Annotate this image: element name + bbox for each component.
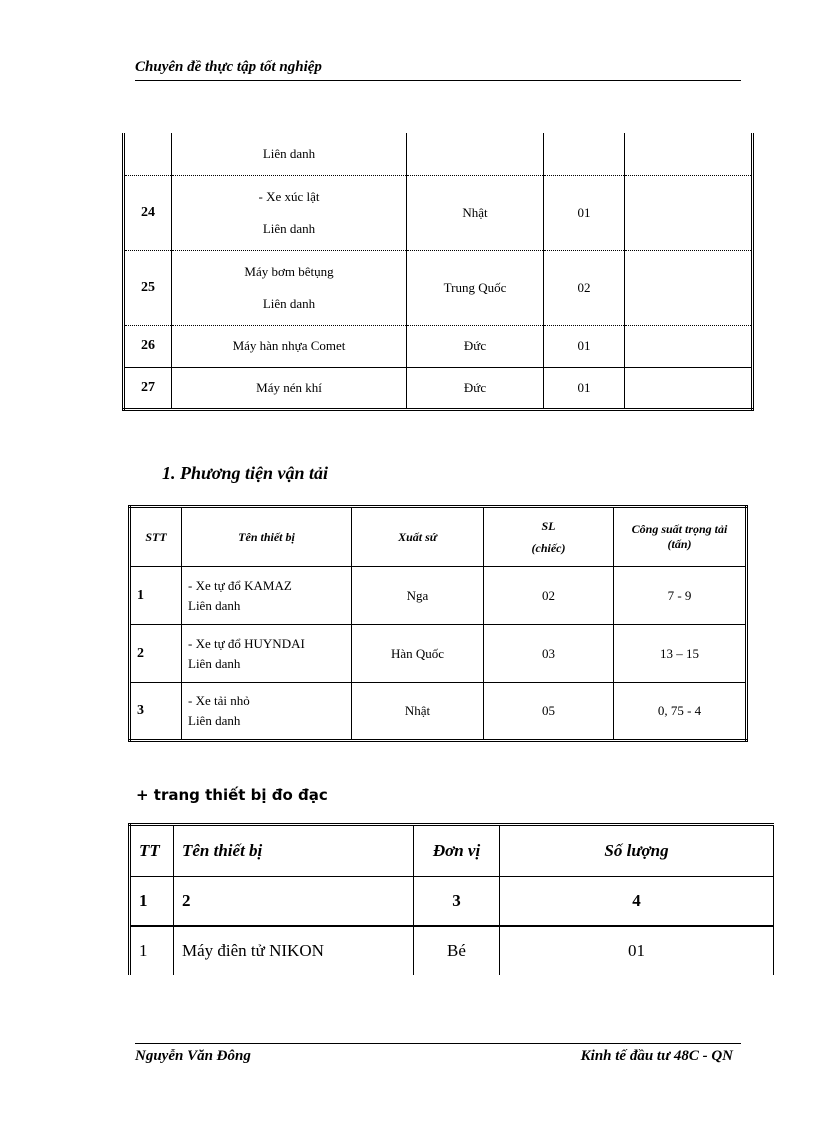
row-number: 24 <box>124 175 172 250</box>
quantity: 03 <box>484 625 614 683</box>
row-number: 1 <box>130 567 182 625</box>
origin: Nhật <box>407 175 544 250</box>
table-row <box>130 625 747 683</box>
subsection-title: + trang thiết bị đo đạc <box>136 786 328 804</box>
equipment-table-continued <box>122 133 754 411</box>
row-number <box>124 133 172 175</box>
header-qty: SL (chiếc) <box>484 507 614 567</box>
header-capacity: Công suất trọng tải (tấn) <box>614 507 747 567</box>
quantity: 01 <box>544 325 625 367</box>
equipment-name: Máy hàn nhựa Comet <box>172 325 407 367</box>
equipment-name: Máy bơm bêtụng Liên danh <box>172 250 407 325</box>
origin: Đức <box>407 325 544 367</box>
row-number: 26 <box>124 325 172 367</box>
table-row <box>130 567 747 625</box>
quantity: 02 <box>544 250 625 325</box>
table-row <box>130 926 774 975</box>
quantity: 05 <box>484 683 614 741</box>
table-header-row <box>130 507 747 567</box>
origin: Nga <box>352 567 484 625</box>
footer-author: Nguyễn Văn Đông <box>135 1048 251 1064</box>
table-row <box>124 175 753 250</box>
index-cell: 1 <box>130 877 174 927</box>
vehicle-name: - Xe tự đổ KAMAZ Liên danh <box>182 567 352 625</box>
capacity: 13 – 15 <box>614 625 747 683</box>
row-number: 1 <box>130 926 174 975</box>
table-row <box>124 325 753 367</box>
vehicle-name: - Xe tự đổ HUYNDAI Liên danh <box>182 625 352 683</box>
origin: Hàn Quốc <box>352 625 484 683</box>
header-name: Tên thiết bị <box>174 825 414 877</box>
quantity: 01 <box>544 175 625 250</box>
page-footer <box>135 1043 741 1064</box>
header-stt: STT <box>130 507 182 567</box>
equipment-name: Liên danh <box>172 133 407 175</box>
index-cell: 4 <box>500 877 774 927</box>
origin: Nhật <box>352 683 484 741</box>
quantity: 02 <box>484 567 614 625</box>
table-index-row <box>130 877 774 927</box>
row-number: 2 <box>130 625 182 683</box>
footer-class: Kinh tế đầu tư 48C - QN <box>580 1048 733 1064</box>
origin: Đức <box>407 367 544 409</box>
row-number: 25 <box>124 250 172 325</box>
vehicle-table <box>128 505 748 742</box>
index-cell: 2 <box>174 877 414 927</box>
equipment-name: Máy điên tử NIKON <box>174 926 414 975</box>
page-header <box>135 58 741 81</box>
table-row <box>124 367 753 409</box>
section-title: 1. Phương tiện vận tải <box>162 463 328 483</box>
table-row <box>124 250 753 325</box>
quantity: 01 <box>544 367 625 409</box>
measuring-equipment-table <box>128 823 774 975</box>
table-row <box>124 133 753 175</box>
header-unit: Đơn vị <box>414 825 500 877</box>
origin: Trung Quốc <box>407 250 544 325</box>
header-origin: Xuất sứ <box>352 507 484 567</box>
header-name: Tên thiết bị <box>182 507 352 567</box>
header-qty: Số lượng <box>500 825 774 877</box>
header-title: Chuyên đề thực tập tốt nghiệp <box>135 59 322 75</box>
capacity: 7 - 9 <box>614 567 747 625</box>
unit: Bé <box>414 926 500 975</box>
index-cell: 3 <box>414 877 500 927</box>
capacity: 0, 75 - 4 <box>614 683 747 741</box>
equipment-name: - Xe xúc lật Liên danh <box>172 175 407 250</box>
quantity: 01 <box>500 926 774 975</box>
equipment-name: Máy nén khí <box>172 367 407 409</box>
table-header-row <box>130 825 774 877</box>
vehicle-name: - Xe tải nhỏ Liên danh <box>182 683 352 741</box>
table-row <box>130 683 747 741</box>
row-number: 3 <box>130 683 182 741</box>
header-tt: TT <box>130 825 174 877</box>
row-number: 27 <box>124 367 172 409</box>
